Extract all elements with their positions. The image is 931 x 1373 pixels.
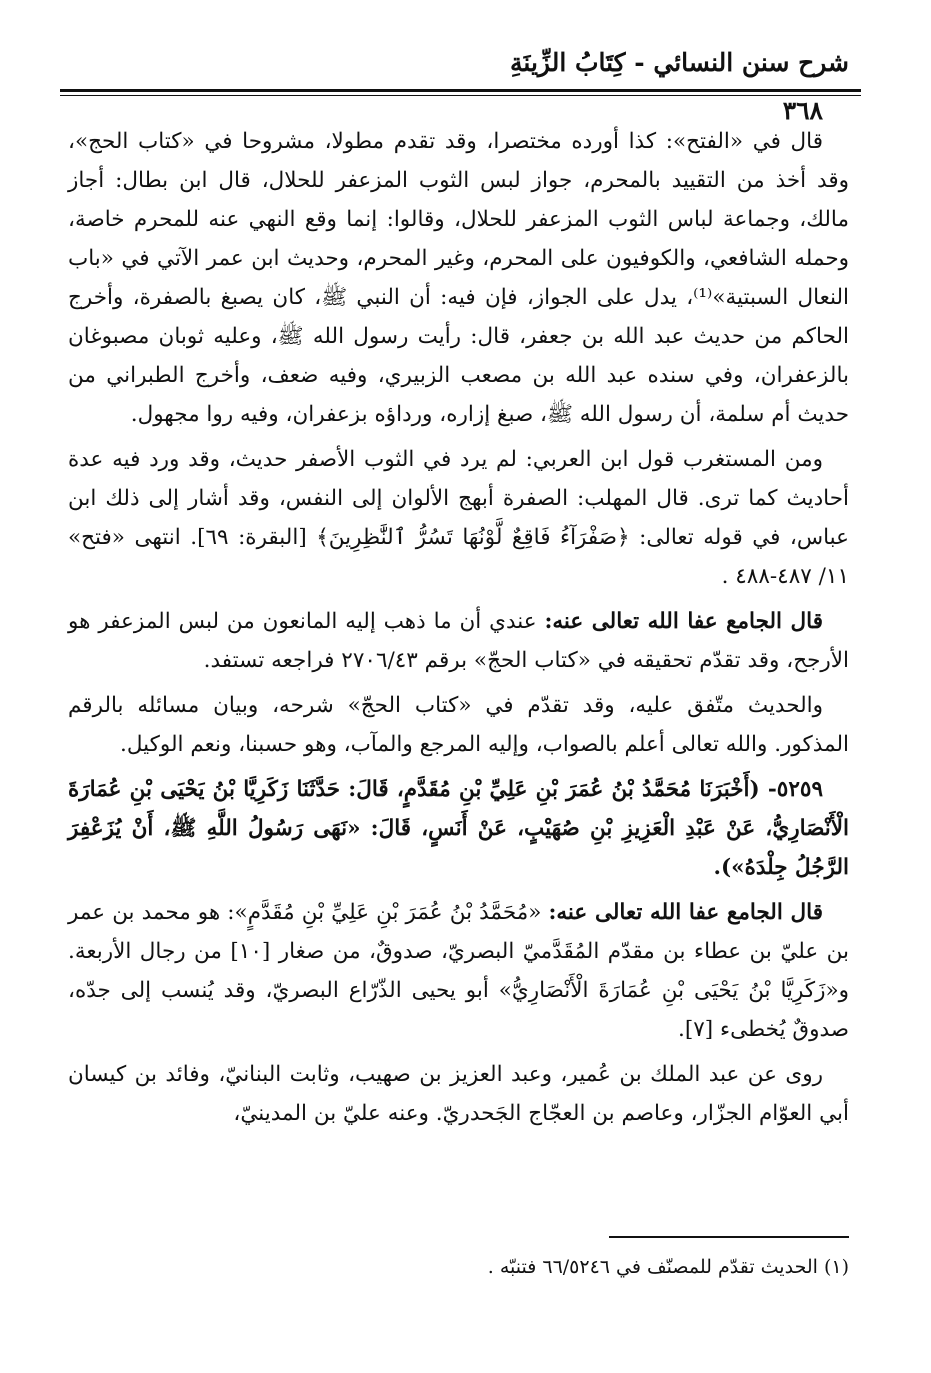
paragraph-text: والحديث متّفق عليه، وقد تقدّم في «كتاب الحجّ» شرحه، وبيان مسائله بالرقم المذكور. والله تعالى أعلم بالصواب، وإليه المرجع والمآب، وهو حسبنا، ونعم الوكيل.: [68, 693, 849, 757]
paragraph-commentary: [68, 1055, 849, 1133]
footnote: (١) الحديث تقدّم للمصنّف في ٦٦/٥٢٤٦ فتنبّه .: [487, 1256, 849, 1278]
hadith-text: [68, 770, 849, 887]
paragraph-text: «مُحَمَّدُ بْنُ عُمَرَ بْنِ عَلِيِّ بْنِ مُقَدَّمٍ»: هو محمد بن عمر بن عليّ بن عطاء بن مقدّم المُقَدَّميّ البصريّ، صدوقٌ، من صغار [١٠] من رجال الأربعة. و«زَكَرِيَّا بْنُ يَحْيَى بْنِ عُمَارَةَ الْأَنْصَارِيُّ» أبو يحيى الذّرّاع البصريّ، وقد يُنسب إلى جدّه، صدوقٌ يُخطىء [٧].: [68, 900, 849, 1042]
header-rule-thin: [60, 95, 861, 96]
paragraph-text: ومن المستغرب قول ابن العربي: لم يرد في الثوب الأصفر حديث، وقد ورد فيه عدة أحاديث كما ترى. قال المهلب: الصفرة أبهج الألوان إلى النفس، وقد أشار إلى ذلك ابن عباس، في قوله تعالى: ﴿صَفْرَآءُ فَاقِعٌ لَّوْنُهَا تَسُرُّ ٱلنَّٰظِرِينَ﴾ [البقرة: ٦٩]. انتهى «فتح» ١١/ ٤٨٧-٤٨٨ .: [68, 447, 849, 589]
running-title: شرح سنن النسائي - كِتَابُ الزِّينَةِ: [510, 48, 849, 77]
paragraph-text: عندي أن ما ذهب إليه المانعون من لبس المزعفر هو الأرجح، وقد تقدّم تحقيقه في «كتاب الحجّ» برقم ٢٧٠٦/٤٣ فراجعه تستفد.: [68, 609, 849, 673]
paragraph-commentary: [68, 686, 849, 764]
paragraph-text: قال في «الفتح»: كذا أورده مختصرا، وقد تقدم مطولا، مشروحا في «كتاب الحج»، وقد أخذ من التقييد بالمحرم، جواز لبس الثوب المزعفر للحلال، قال ابن بطال: أجاز مالك، وجماعة لباس الثوب المزعفر للحلال، وقالوا: إنما وقع النهي عنه للمحرم خاصة، وحمله الشافعي، والكوفيون على المحرم، وغير المحرم، وحديث ابن عمر الآتي في «باب النعال السبتية»⁽¹⁾، يدل على الجواز، فإن فيه: أن النبي ﷺ، كان يصبغ بالصفرة، وأخرج الحاكم من حديث عبد الله بن جعفر، قال: رأيت رسول الله ﷺ، وعليه ثوبان مصبوغان بالزعفران، وفي سنده عبد الله بن مصعب الزبيري، وفيه ضعف، وأخرج الطبراني من حديث أم سلمة، أن رسول الله ﷺ، صبغ إزاره، ورداؤه بزعفران، وفيه روا مجهول.: [68, 129, 849, 427]
paragraph-author-note: [68, 602, 849, 680]
paragraph-commentary: [68, 440, 849, 596]
author-lead: قال الجامع عفا الله تعالى عنه:: [544, 609, 823, 634]
page-number: ٣٦٨: [775, 96, 831, 125]
main-text: [68, 122, 849, 1139]
page-header: [60, 48, 861, 125]
footnote-rule: [609, 1236, 849, 1238]
author-lead: قال الجامع عفا الله تعالى عنه:: [548, 900, 823, 925]
paragraph-text: روى عن عبد الملك بن عُمير، وعبد العزيز بن صهيب، وثابت البنانيّ، وفائد بن كيسان أبي العوّام الجزّار، وعاصم بن العجّاج الجَحدريّ. وعنه عليّ بن المدينيّ،: [68, 1062, 849, 1126]
paragraph-commentary: [68, 122, 849, 434]
hadith-body: ٥٢٥٩- (أَخْبَرَنَا مُحَمَّدُ بْنُ عُمَرَ بْنِ عَلِيِّ بْنِ مُقَدَّمٍ، قَالَ: حَدَّثَنَا زَكَرِيَّا بْنُ يَحْيَى بْنِ عُمَارَةَ الْأَنْصَارِيُّ، عَنْ عَبْدِ الْعَزِيزِ بْنِ صُهَيْبٍ، عَنْ أَنَسٍ، قَالَ: «نَهَى رَسُولُ اللَّهِ ﷺ، أَنْ يُزَعْفِرَ الرَّجُلُ جِلْدَهُ»).: [68, 777, 849, 880]
header-rule: [60, 89, 861, 92]
paragraph-author-note: [68, 893, 849, 1049]
